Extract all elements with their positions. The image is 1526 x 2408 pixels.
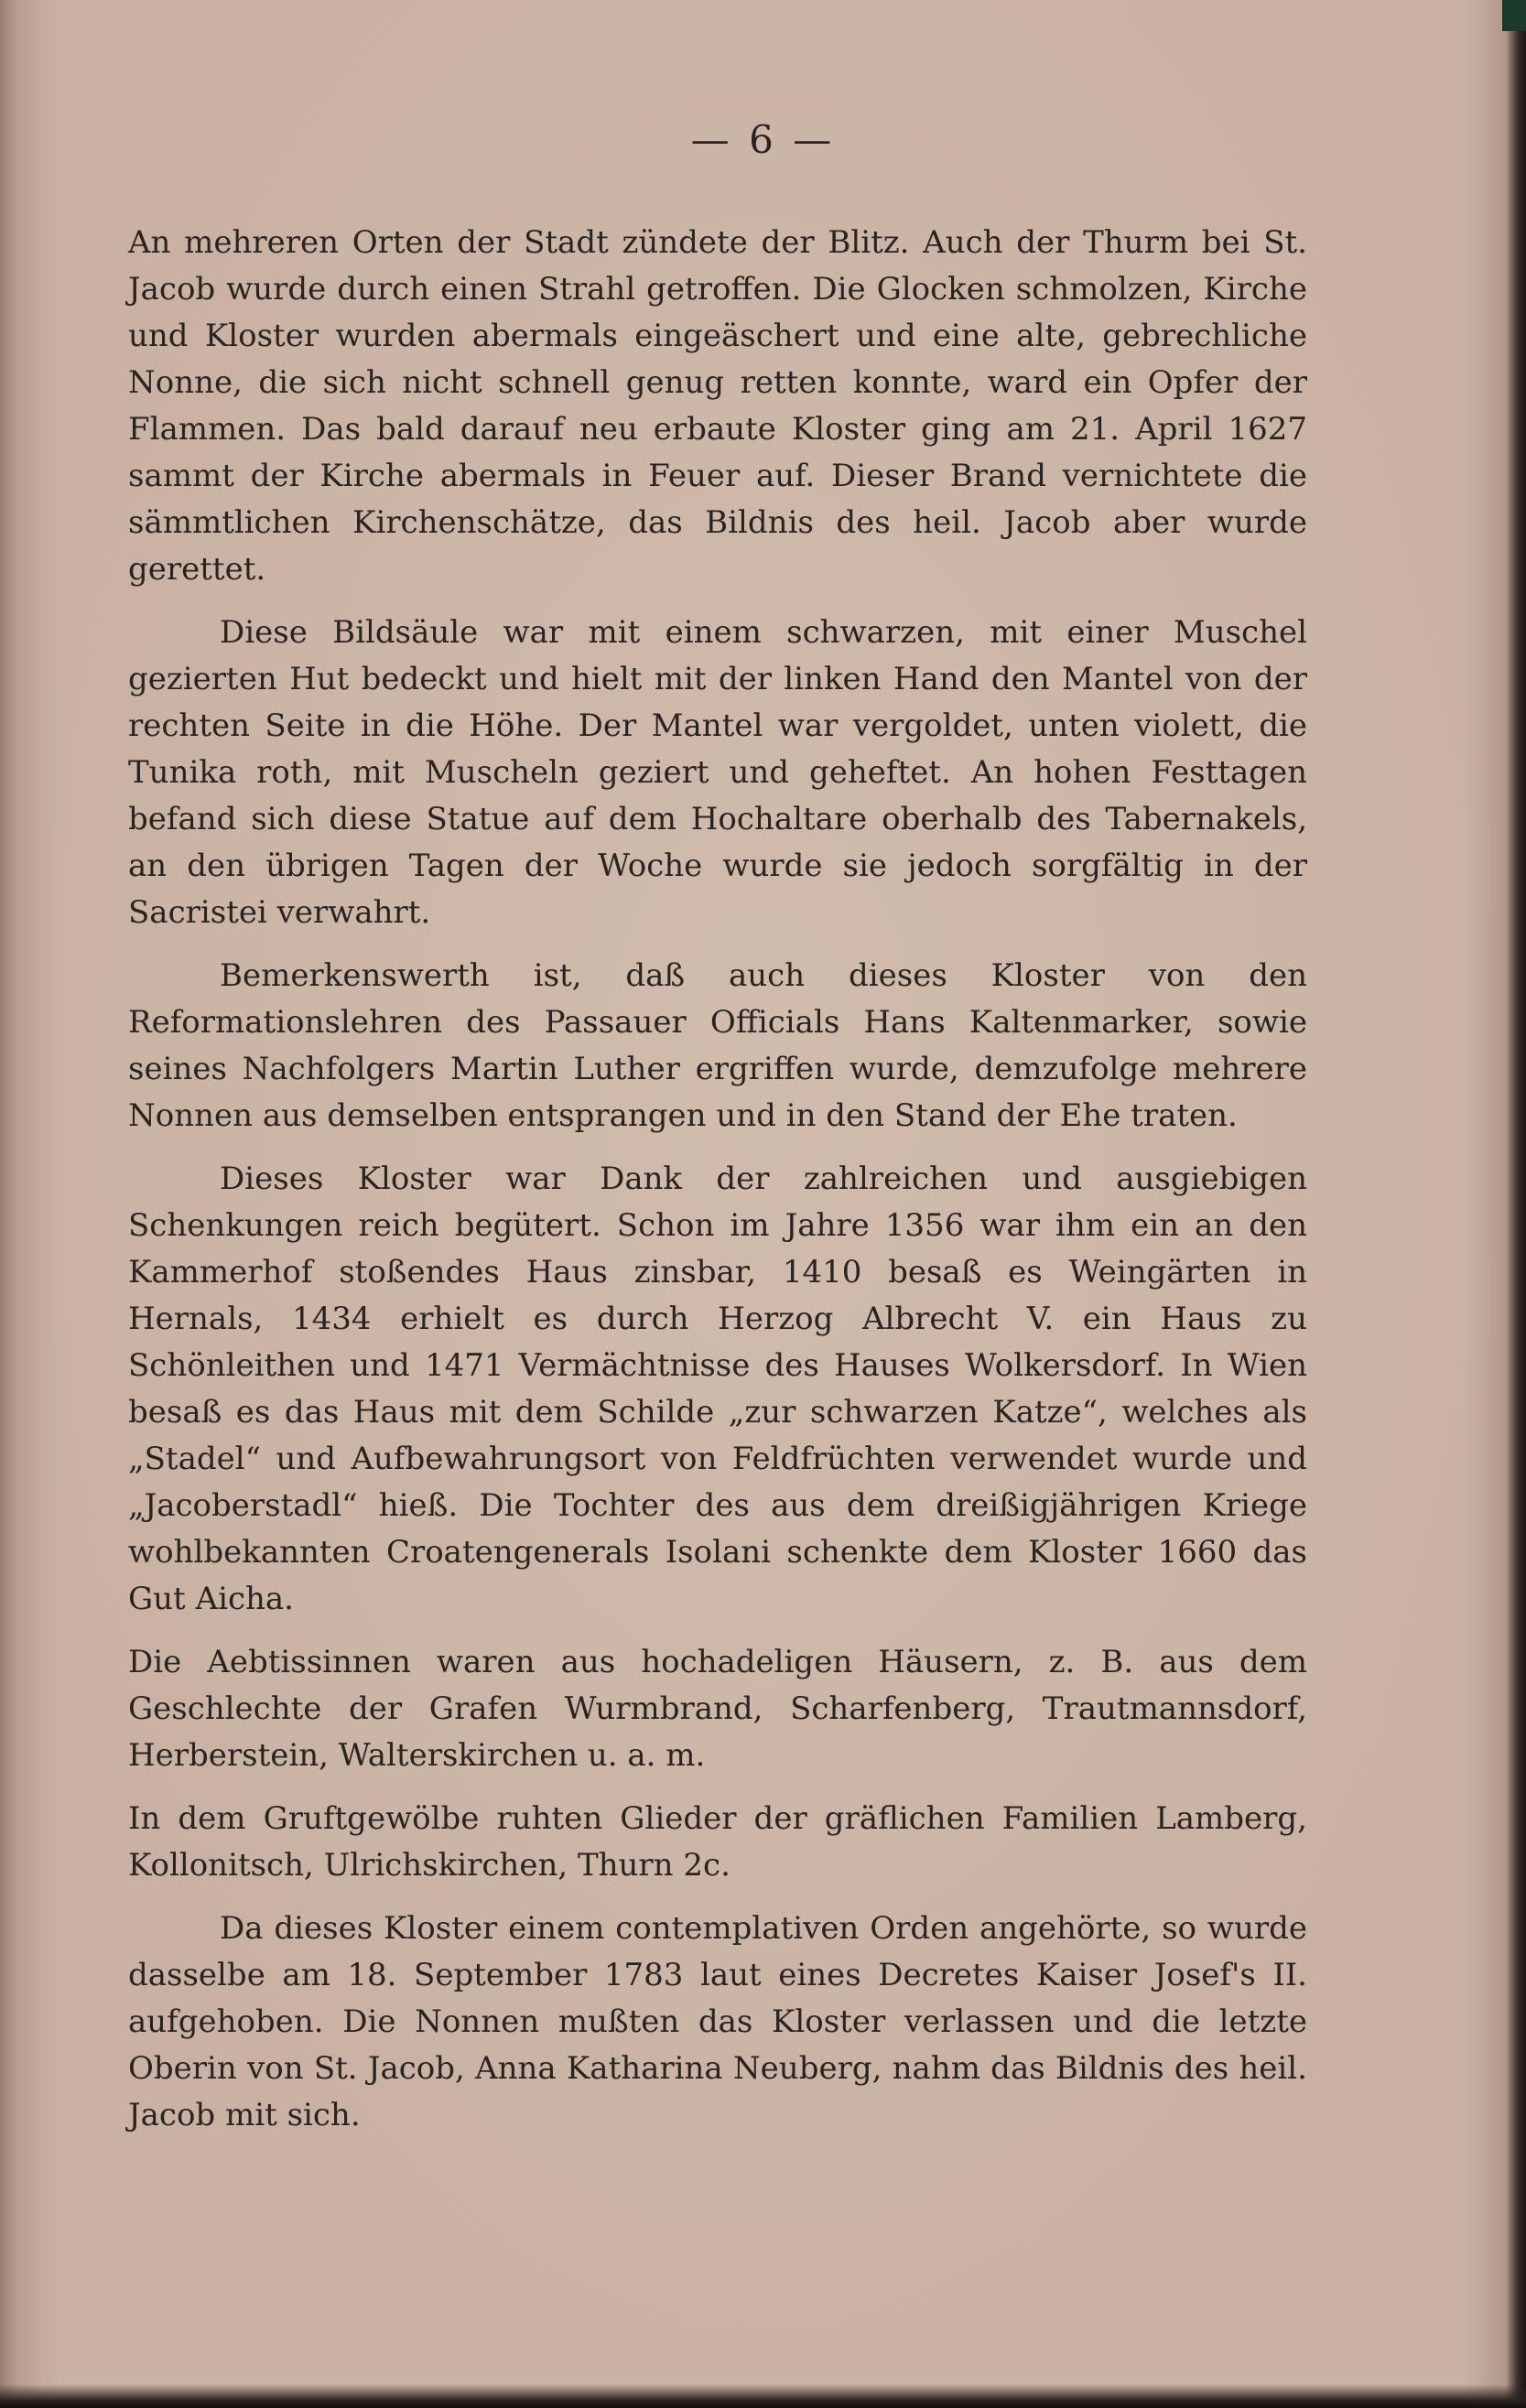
page-edge-bottom [0, 2384, 1526, 2408]
cover-corner [1502, 0, 1526, 31]
paragraph: An mehreren Orten der Stadt zündete der Blitz. Auch der Thurm bei St. Jacob wurde durch einen Strahl getroffen. Die Glocken schmolzen, Kirche und Kloster wurden abermals eingeäschert und eine alte, gebrechliche Nonne, die sich nicht schnell genug retten konnte, ward ein Opfer der Flammen. Das bald darauf neu erbaute Kloster ging am 21. April 1627 sammt der Kirche abermals in Feuer auf. Dieser Brand vernichtete die sämmtlichen Kirchenschätze, das Bildnis des heil. Jacob aber wurde gerettet. [128, 224, 1307, 588]
body-text [128, 220, 1307, 2139]
paragraph: Da dieses Kloster einem contemplativen Orden angehörte, so wurde dasselbe am 18. September 1783 laut eines Decretes Kaiser Josef's II. aufgehoben. Die Nonnen mußten das Kloster verlassen und die letzte Oberin von St. Jacob, Anna Katharina Neuberg, nahm das Bildnis des heil. Jacob mit sich. [128, 1910, 1307, 2133]
paragraph: Bemerkenswerth ist, daß auch dieses Kloster von den Reformationslehren des Passauer Officials Hans Kaltenmarker, sowie seines Nachfolgers Martin Luther ergriffen wurde, demzufolge mehrere Nonnen aus demselben entsprangen und in den Stand der Ehe traten. [128, 957, 1307, 1134]
page-number: — 6 — [690, 117, 836, 162]
page-edge-right [1506, 0, 1526, 2408]
paragraph: Dieses Kloster war Dank der zahlreichen und ausgiebigen Schenkungen reich begütert. Schon im Jahre 1356 war ihm ein an den Kammerhof stoßendes Haus zinsbar, 1410 besaß es Weingärten in Hernals, 1434 erhielt es durch Herzog Albrecht V. ein Haus zu Schönleithen und 1471 Vermächtnisse des Hauses Wolkersdorf. In Wien besaß es das Haus mit dem Schilde „zur schwarzen Katze“, welches als „Stadel“ und Aufbewahrungsort von Feldfrüchten verwendet wurde und „Jacoberstadl“ hieß. Die Tochter des aus dem dreißigjährigen Kriege wohlbekannten Croatengenerals Isolani schenkte dem Kloster 1660 das Gut Aicha. [128, 1161, 1307, 1617]
page-gutter-shadow [0, 0, 44, 2408]
paragraph: Diese Bildsäule war mit einem schwarzen, mit einer Muschel gezierten Hut bedeckt und hielt mit der linken Hand den Mantel von der rechten Seite in die Höhe. Der Mantel war vergoldet, unten violett, die Tunika roth, mit Muscheln geziert und geheftet. An hohen Festtagen befand sich diese Statue auf dem Hochaltare oberhalb des Tabernakels, an den übrigen Tagen der Woche wurde sie jedoch sorgfältig in der Sacristei verwahrt. [128, 614, 1307, 931]
paragraph: In dem Gruftgewölbe ruhten Glieder der gräflichen Familien Lamberg, Kollonitsch, Ulrichskirchen, Thurn 2c. [128, 1800, 1307, 1884]
paragraph: Die Aebtissinnen waren aus hochadeligen Häusern, z. B. aus dem Geschlechte der Grafen Wurmbrand, Scharfenberg, Trautmannsdorf, Herberstein, Walterskirchen u. a. m. [128, 1644, 1307, 1774]
